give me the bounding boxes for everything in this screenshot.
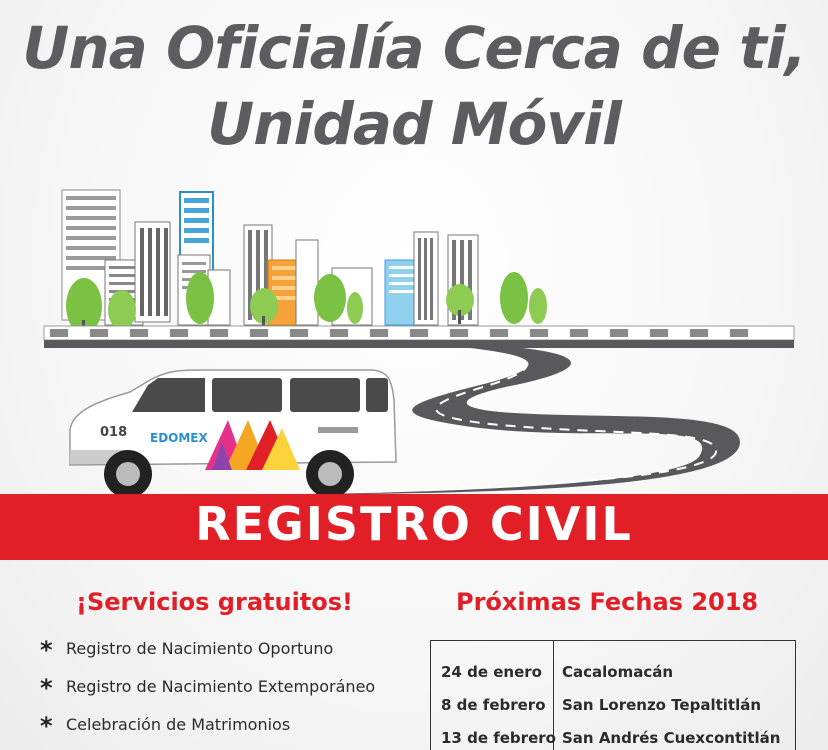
service-label: Celebración de Matrimonios — [66, 715, 291, 734]
date-cell: 24 de enero — [441, 663, 542, 681]
table-row — [431, 663, 797, 693]
van-unit-number: 018 — [100, 425, 128, 440]
asterisk-icon: * — [40, 674, 53, 702]
title-line-1: Una Oficialía Cerca de ti, — [22, 14, 806, 82]
date-cell: 8 de febrero — [441, 696, 546, 714]
schedule-title: Próximas Fechas 2018 — [456, 588, 759, 616]
date-cell: 13 de febrero — [441, 729, 556, 747]
edomex-logo-text: EDOMEX — [150, 431, 208, 445]
road-strip — [44, 326, 794, 348]
table-row — [431, 696, 797, 726]
banner-title: REGISTRO CIVIL — [195, 497, 633, 551]
schedule-table — [430, 640, 796, 750]
asterisk-icon: * — [40, 712, 53, 740]
place-cell: San Lorenzo Tepaltitlán — [562, 696, 762, 714]
services-title: ¡Servicios gratuitos! — [76, 588, 353, 616]
place-cell: Cacalomacán — [562, 663, 674, 681]
asterisk-icon: * — [40, 636, 53, 664]
title-line-2: Unidad Móvil — [207, 90, 621, 158]
service-label: Registro de Nacimiento Extemporáneo — [66, 677, 376, 696]
service-label: Registro de Nacimiento Oportuno — [66, 639, 334, 658]
place-cell: San Andrés Cuexcontitlán — [562, 729, 781, 747]
city-road-illustration — [0, 180, 828, 500]
table-row — [431, 729, 797, 750]
